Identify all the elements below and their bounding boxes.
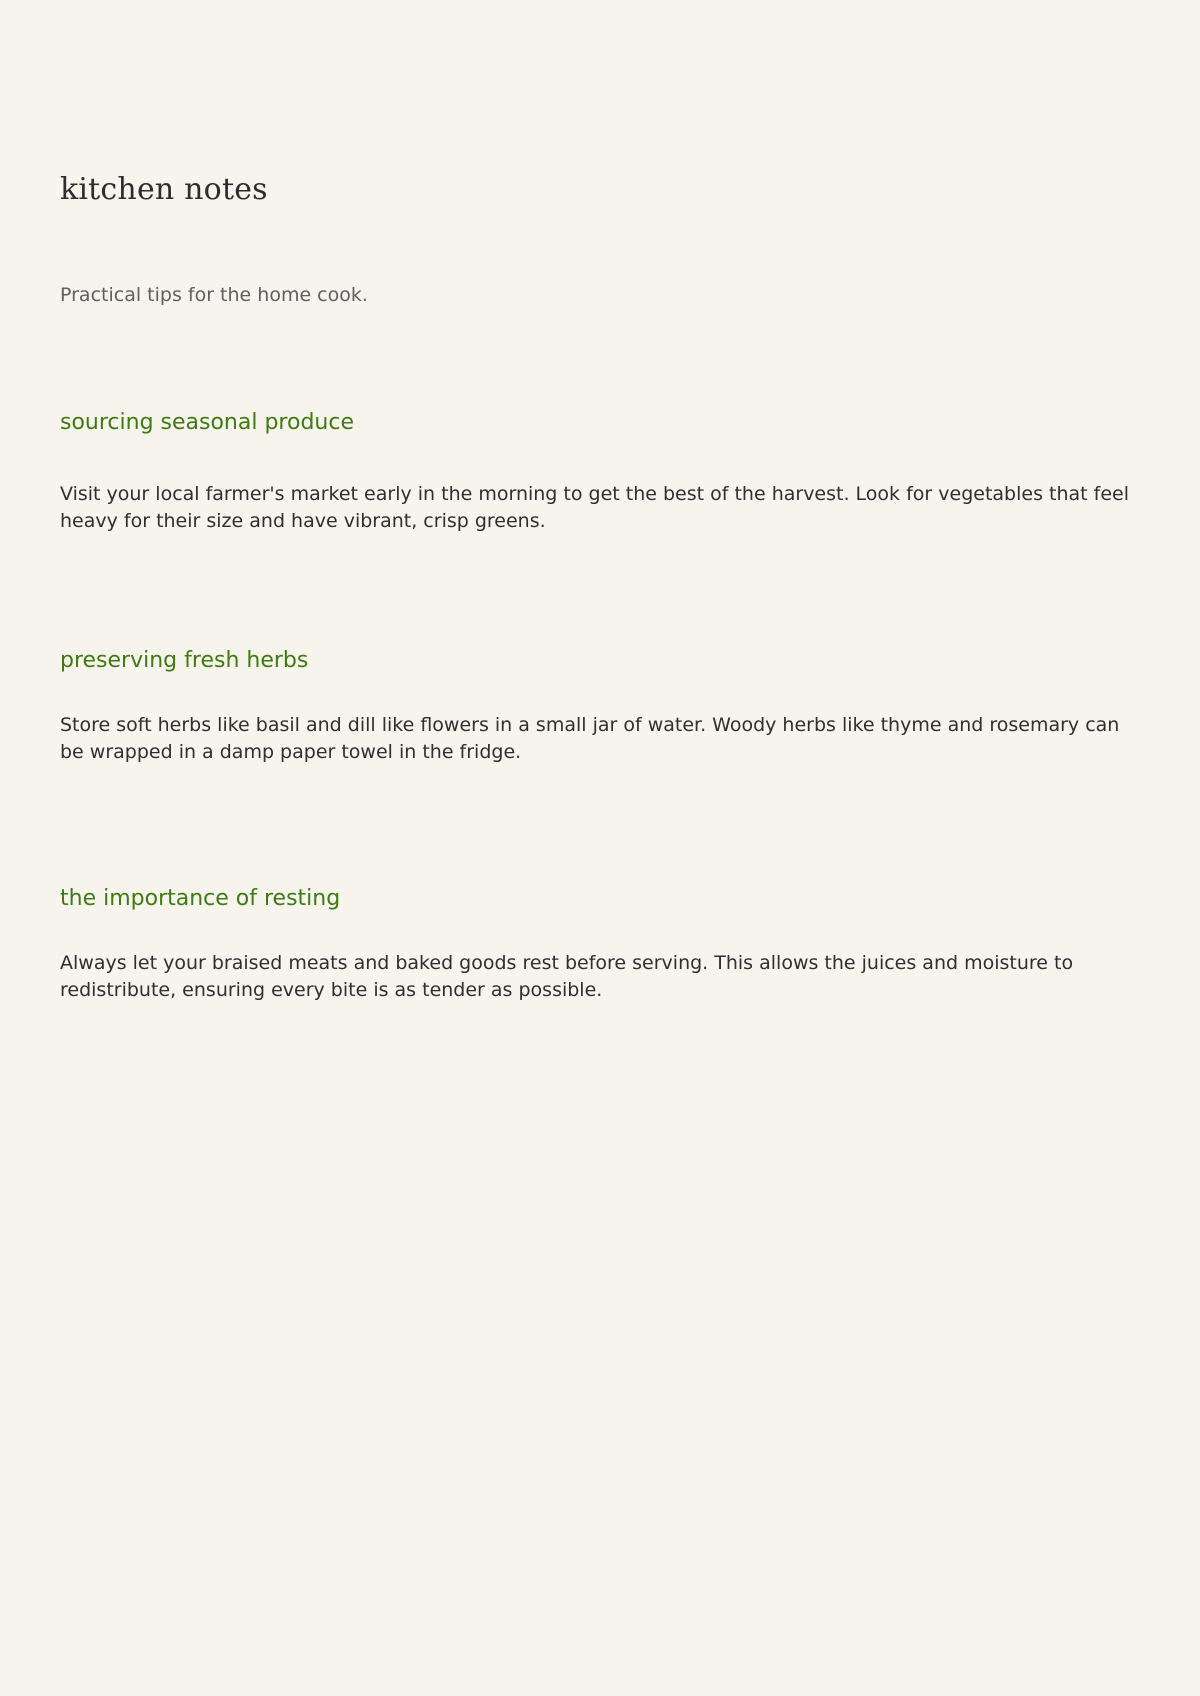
section-body: Always let your braised meats and baked goods rest before serving. This allows the juices and moisture to redistribute, ensuring every bite is as tender as possible. (60, 952, 1074, 1001)
section-body: Visit your local farmer's market early in the morning to get the best of the harvest. Look for vegetables that feel heavy for their size and have vibrant, crisp greens. (60, 483, 1129, 532)
section-heading: preserving fresh herbs (60, 648, 309, 673)
section-heading: sourcing seasonal produce (60, 410, 354, 435)
page-title: kitchen notes (60, 172, 268, 207)
section-heading: the importance of resting (60, 886, 341, 911)
page-subtitle: Practical tips for the home cook. (60, 284, 368, 306)
section-body: Store soft herbs like basil and dill like flowers in a small jar of water. Woody herbs like thyme and rosemary can be wrapped in a damp paper towel in the fridge. (60, 714, 1120, 763)
